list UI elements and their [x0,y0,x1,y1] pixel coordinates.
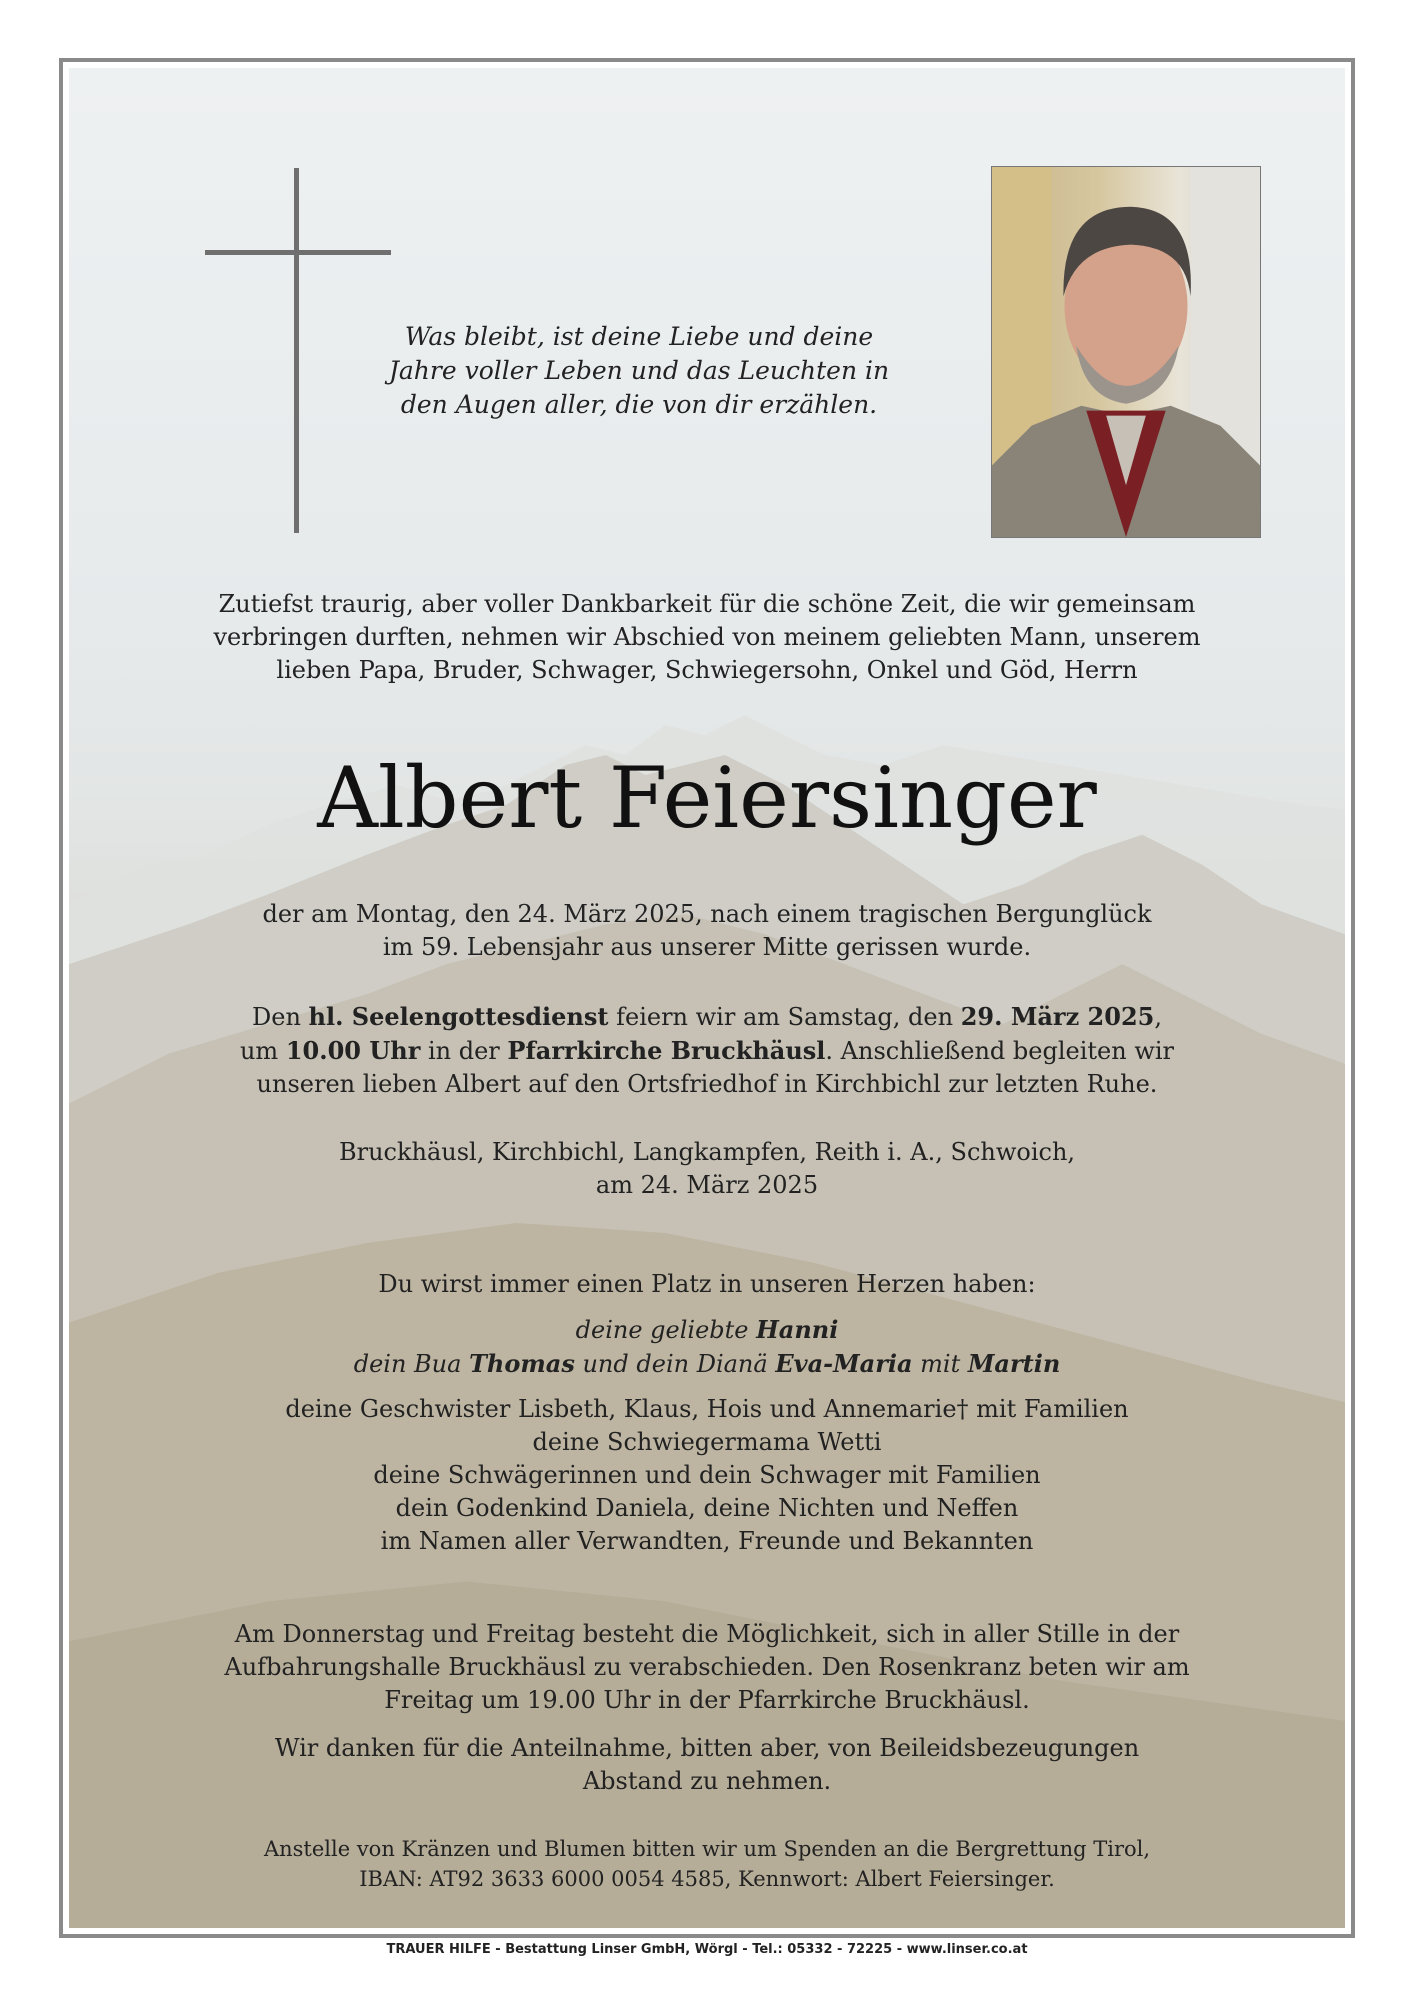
service-text: feiern wir am Samstag, den [608,1003,961,1031]
mourner-line: dein Godenkind Daniela, deine Nichten und Neffen [395,1494,1019,1522]
service-line-2 [69,1034,1345,1068]
donation-line: Anstelle von Kränzen und Blumen bitten wir um Spenden an die Bergrettung Tirol, [263,1837,1151,1861]
viewing-line: Freitag um 19.00 Uhr in der Pfarrkirche Bruckhäusl. [384,1686,1030,1714]
service-type: hl. Seelengottesdienst [308,1002,609,1031]
thanks-line: Wir danken für die Anteilnahme, bitten aber, von Beileidsbezeugungen [274,1734,1140,1762]
portrait-photo [991,166,1261,538]
latin-cross-bar [205,250,391,255]
service-church: Pfarrkirche Bruckhäusl [507,1036,826,1065]
quote-line: Was bleibt, ist deine Liebe und deine [404,322,874,351]
intro-line: lieben Papa, Bruder, Schwager, Schwiegersohn, Onkel und Göd, Herrn [276,656,1138,684]
viewing-line: Aufbahrungshalle Bruckhäusl zu verabschieden. Den Rosenkranz beten wir am [224,1653,1190,1681]
place-date [69,1136,1345,1202]
service-text: Den [252,1003,309,1031]
quote-line: Jahre voller Leben und das Leuchten in [388,356,890,385]
mourner-name: Eva-Maria [775,1349,913,1378]
funeral-home-footer: TRAUER HILFE - Bestattung Linser GmbH, Wörgl - Tel.: 05332 - 72225 - www.linser.co.at [386,1942,1028,1957]
spacer [69,1381,1345,1393]
memorial-quote [339,320,939,422]
service-text: . Anschließend begleiten wir [825,1037,1175,1065]
service-line-3: unseren lieben Albert auf den Ortsfriedhof in Kirchbichl zur letzten Ruhe. [256,1070,1158,1098]
mourner-line: deine Geschwister Lisbeth, Klaus, Hois und Annemarie† mit Familien [285,1395,1129,1423]
service-time: 10.00 Uhr [285,1036,421,1065]
mourner-text: dein Bua [353,1350,470,1378]
death-notice-line: der am Montag, den 24. März 2025, nach einem tragischen Bergunglück [262,900,1152,928]
mourners-list [69,1268,1345,1558]
mourner-children [69,1347,1345,1381]
mourner-wife [69,1313,1345,1347]
thanks-text [69,1732,1345,1798]
service-date: 29. März 2025 [960,1002,1155,1031]
deceased-name: Albert Feiersinger [317,749,1097,847]
mourners-heading: Du wirst immer einen Platz in unseren Herzen haben: [378,1270,1036,1298]
notice-frame [59,58,1355,1938]
service-text: , [1154,1003,1162,1031]
mourner-text: und dein Dianä [574,1350,776,1378]
mourner-line: im Namen aller Verwandten, Freunde und Bekannten [380,1527,1034,1555]
donation-text [69,1834,1345,1894]
spacer [69,1301,1345,1313]
thanks-line: Abstand zu nehmen. [582,1767,832,1795]
mourner-line: deine Schwiegermama Wetti [532,1428,882,1456]
service-text: um [239,1037,286,1065]
donation-line: IBAN: AT92 3633 6000 0054 4585, Kennwort: Albert Feiersinger. [359,1867,1055,1891]
viewing-line: Am Donnerstag und Freitag besteht die Möglichkeit, sich in aller Stille in der [234,1620,1180,1648]
mourner-name: Martin [967,1349,1061,1378]
death-notice-text [69,898,1345,964]
place-line: Bruckhäusl, Kirchbichl, Langkampfen, Reith i. A., Schwoich, [338,1138,1076,1166]
intro-line: verbringen durften, nehmen wir Abschied von meinem geliebten Mann, unserem [213,623,1201,651]
viewing-text [69,1618,1345,1717]
mourner-name: Thomas [469,1349,575,1378]
notice-background [69,68,1345,1928]
mourner-text: deine geliebte [575,1316,757,1344]
latin-cross-icon [294,168,299,533]
quote-line: den Augen aller, die von dir erzählen. [400,390,878,419]
death-notice-line: im 59. Lebensjahr aus unserer Mitte gerissen wurde. [382,933,1032,961]
service-text: in der [420,1037,508,1065]
mourner-text: mit [912,1350,968,1378]
mourner-line: deine Schwägerinnen und dein Schwager mit Familien [373,1461,1041,1489]
service-line-1 [69,1000,1345,1034]
intro-line: Zutiefst traurig, aber voller Dankbarkeit für die schöne Zeit, die wir gemeinsam [218,590,1196,618]
mourner-name: Hanni [756,1315,839,1344]
service-details [69,1000,1345,1101]
date-line: am 24. März 2025 [595,1171,819,1199]
intro-text [69,588,1345,687]
